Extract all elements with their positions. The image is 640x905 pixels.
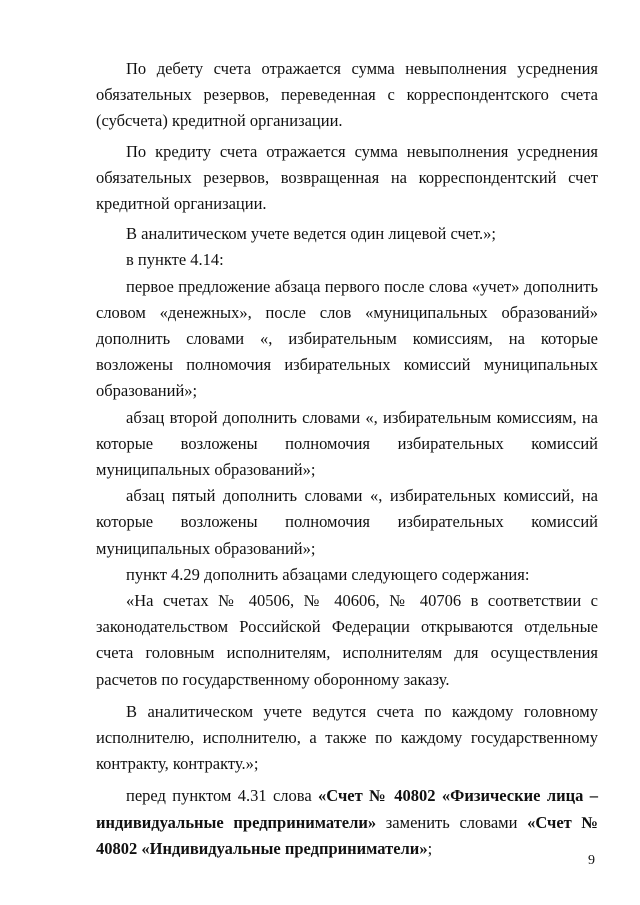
paragraph-second-abzac: абзац второй дополнить словами «, избирательным комиссиям, на которые возложены полномочия избирательных комиссий муниципальных образований»; (96, 407, 598, 480)
paragraph-item-4-29: пункт 4.29 дополнить абзацами следующего содержания: (126, 564, 530, 584)
paragraph-analytic-account: В аналитическом учете ведется один лицевой счет.»; (126, 224, 496, 244)
paragraph-item-4-14: в пункте 4.14: (126, 250, 224, 270)
text-part: заменить словами (376, 812, 528, 832)
paragraph-credit: По кредиту счета отражается сумма невыполнения усреднения обязательных резервов, возвращенная на корреспондентский счет кредитной организации. (96, 141, 598, 214)
paragraph-debit: По дебету счета отражается сумма невыполнения усреднения обязательных резервов, переведенная с корреспондентского счета (субсчета) кредитной организации. (96, 59, 598, 131)
document-body (96, 56, 598, 862)
paragraph-first-sentence: первое предложение абзаца первого после слова «учет» дополнить словом «денежных», после слов «муниципальных образований» дополнить словами «, избирательным комиссиям, на которые возложены полномочия избирательных комиссий муниципальных образований»; (96, 276, 598, 401)
bold-account-new-title: «Счет № 40802 «Индивидуальные предприниматели» (96, 812, 598, 858)
paragraph-accounts-40506: «На счетах № 40506, № 40606, № 40706 в соответствии с законодательством Российской Федерации открываются отдельные счета головным исполнителям, исполнителям для осуществления расчетов по государственному оборонному заказу. (96, 591, 598, 689)
paragraph-fifth-abzac: абзац пятый дополнить словами «, избирательных комиссий, на которые возложены полномочия избирательных комиссий муниципальных образований»; (96, 486, 598, 558)
paragraph-analytic-contractors: В аналитическом учете ведутся счета по каждому головному исполнителю, исполнителю, а также по каждому государственному контракту, контракту.»; (96, 701, 598, 774)
bold-account-old-title: «Счет № 40802 «Физические лица – индивидуальные предприниматели» (96, 786, 598, 832)
text-part: ; (427, 838, 433, 858)
page-number: 9 (588, 853, 595, 868)
text-part: перед пунктом 4.31 слова (126, 786, 319, 806)
paragraph-item-4-31 (96, 783, 598, 862)
